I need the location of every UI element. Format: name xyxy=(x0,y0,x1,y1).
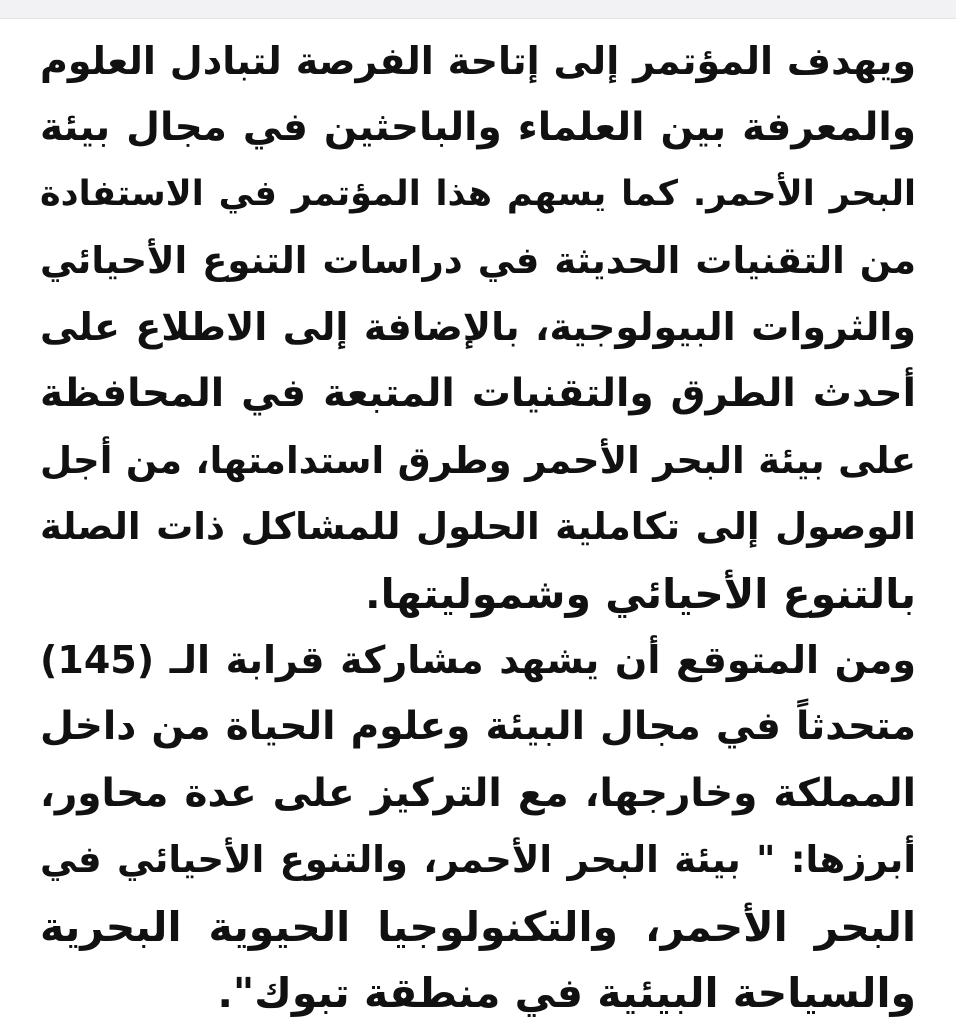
text-line: متحدثاً في مجال البيئة وعلوم الحياة من داخل xyxy=(40,703,916,749)
text-line: والثروات البيولوجية، بالإضافة إلى الاطلاع على xyxy=(40,305,916,350)
text-line: أبرزها: " بيئة البحر الأحمر، والتنوع الأحيائي في xyxy=(40,838,916,882)
article-text xyxy=(40,28,916,1024)
text-line: بالتنوع الأحيائي وشموليتها. xyxy=(365,569,916,618)
paragraph-1 xyxy=(40,28,916,627)
text-line: على بيئة البحر الأحمر وطرق استدامتها، من أجل xyxy=(40,438,916,482)
text-line: البحر الأحمر. كما يسهم هذا المؤتمر في الاستفادة xyxy=(40,174,916,215)
text-line: المملكة وخارجها، مع التركيز على عدة محاور، xyxy=(40,770,916,816)
text-line: والسياحة البيئية في منطقة تبوك". xyxy=(217,969,916,1018)
text-line: أحدث الطرق والتقنيات المتبعة في المحافظة xyxy=(40,370,916,416)
text-line: الوصول إلى تكاملية الحلول للمشاكل ذات الصلة xyxy=(40,505,916,549)
text-line: من التقنيات الحديثة في دراسات التنوع الأحيائي xyxy=(40,238,916,282)
text-line: ويهدف المؤتمر إلى إتاحة الفرصة لتبادل العلوم xyxy=(40,39,916,83)
text-line: البحر الأحمر، والتكنولوجيا الحيوية البحرية xyxy=(40,902,916,951)
text-line: والمعرفة بين العلماء والباحثين في مجال بيئة xyxy=(40,104,916,150)
top-bar xyxy=(0,0,956,19)
paragraph-2 xyxy=(40,627,916,1024)
text-line: ومن المتوقع أن يشهد مشاركة قرابة الـ (145) xyxy=(40,638,916,683)
